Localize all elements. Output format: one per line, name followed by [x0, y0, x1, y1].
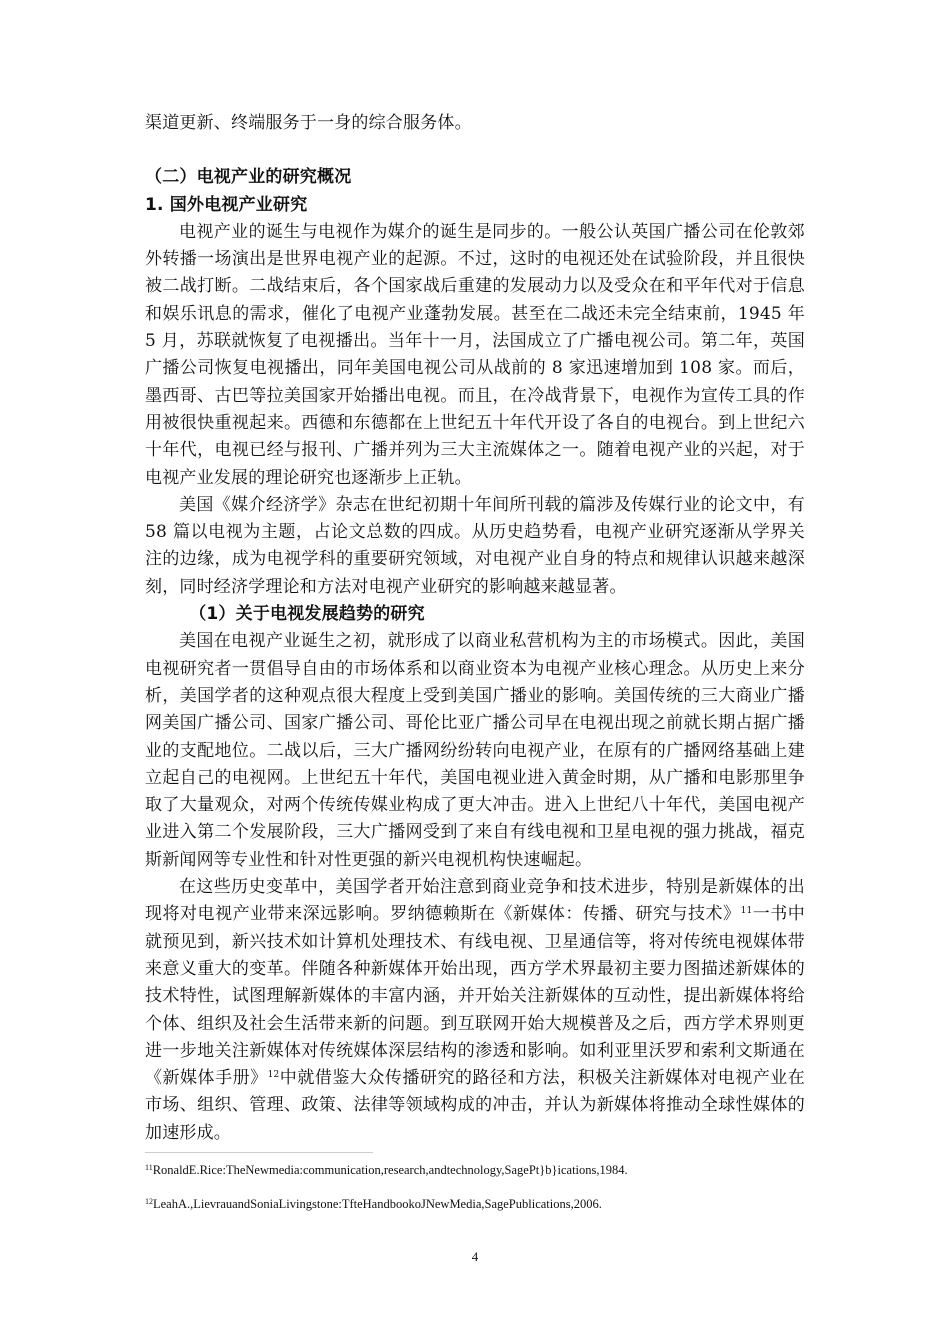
paragraph-text: 中就借鉴大众传播研究的路径和方法，积极关注新媒体对电视产业在市场、组织、管理、政策、法律等领域构成的冲击，并认为新媒体将推动全球性媒体的加速形成。 [145, 1068, 805, 1143]
footnote-reference[interactable]: 12 [267, 1070, 280, 1081]
paragraph: 美国在电视产业诞生之初，就形成了以商业私营机构为主的市场模式。因此，美国电视研究者一贯倡导自由的市场体系和以商业资本为电视产业核心理念。从历史上来分析，美国学者的这种观点很大程度上受到美国广播业的影响。美国传统的三大商业广播网美国广播公司、国家广播公司、哥伦比亚广播公司早在电视出现之前就长期占据广播业的支配地位。二战以后，三大广播网纷纷转向电视产业，在原有的广播网络基础上建立起自己的电视网。上世纪五十年代，美国电视业进入黄金时期，从广播和电影那里争取了大量观众，对两个传统传媒业构成了更大冲击。进入上世纪八十年代，美国电视产业进入第二个发展阶段，三大广播网受到了来自有线电视和卫星电视的强力挑战，福克斯新闻网等专业性和针对性更强的新兴电视机构快速崛起。 [145, 631, 805, 870]
paragraph-text: 一书中就预见到，新兴技术如计算机处理技术、有线电视、卫星通信等，将对传统电视媒体带来意义重大的变革。伴随各种新媒体开始出现，西方学术界最初主要力图描述新媒体的技术特性，试图理解新媒体的丰富内涵，并开始关注新媒体的互动性，提出新媒体将给个体、组织及社会生活带来新的问题。到互联网开始大规模普及之后，西方学术界则更进一步地关注新媒体对传统媒体深层结构的渗透和影响。如利亚里沃罗和索利文斯通在《新媒体手册》 [145, 904, 805, 1089]
footnote-marker: 11 [145, 1163, 153, 1172]
footnote-marker: 12 [145, 1197, 153, 1206]
section-heading: （二）电视产业的研究概况 [145, 167, 352, 188]
paragraph-with-footnote-refs [145, 874, 805, 1147]
blank-line [145, 137, 805, 164]
footnote-text: RonaldE.Rice:TheNewmedia:communication,research,andtechnology,SagePt}b}ications,1984. [152, 1163, 628, 1177]
subsubsection-heading: （1）关于电视发展趋势的研究 [189, 604, 425, 625]
body-text [145, 110, 805, 1147]
footnote [145, 1197, 825, 1212]
footnote-separator [145, 1152, 373, 1153]
subsection-heading: 1. 国外电视产业研究 [145, 194, 308, 215]
footnote-text: LeahA.,LievrauandSoniaLivingstone:TfteHandbookoJNewMedia,SagePublications,2006. [153, 1197, 602, 1211]
footnote-reference[interactable]: 11 [740, 906, 753, 917]
paragraph-continuation: 渠道更新、终端服务于一身的综合服务体。 [145, 113, 472, 133]
footnote [145, 1163, 825, 1178]
paragraph-text: 在这些历史变革中，美国学者开始注意到商业竞争和技术进步，特别是新媒体的出现将对电视产业带来深远影响。罗纳德赖斯在《新媒体：传播、研究与技术》 [145, 877, 805, 925]
paragraph: 美国《媒介经济学》杂志在世纪初期十年间所刊载的篇涉及传媒行业的论文中，有 58 篇以电视为主题，占论文总数的四成。从历史趋势看，电视产业研究逐渐从学界关注的边缘，成为电视学科的重要研究领域，对电视产业自身的特点和规律认识越来越深刻，同时经济学理论和方法对电视产业研究的影响越来越显著。 [145, 494, 805, 597]
page-number: 4 [471, 1249, 479, 1264]
paragraph: 电视产业的诞生与电视作为媒介的诞生是同步的。一般公认英国广播公司在伦敦郊外转播一场演出是世界电视产业的起源。不过，这时的电视还处在试验阶段，并且很快被二战打断。二战结束后，各个国家战后重建的发展动力以及受众在和平年代对于信息和娱乐讯息的需求，催化了电视产业蓬勃发展。甚至在二战还未完全结束前，1945 年 5 月，苏联就恢复了电视播出。当年十一月，法国成立了广播电视公司。第二年，英国广播公司恢复电视播出，同年美国电视公司从战前的 8 家迅速增加到 108 家。而后，墨西哥、古巴等拉美国家开始播出电视。而且，在冷战背景下，电视作为宣传工具的作用被很快重视起来。西德和东德都在上世纪五十年代开设了各自的电视台。到上世纪六十年代，电视已经与报刊、广播并列为三大主流媒体之一。随着电视产业的兴起，对于电视产业发展的理论研究也逐渐步上正轨。 [145, 221, 805, 488]
